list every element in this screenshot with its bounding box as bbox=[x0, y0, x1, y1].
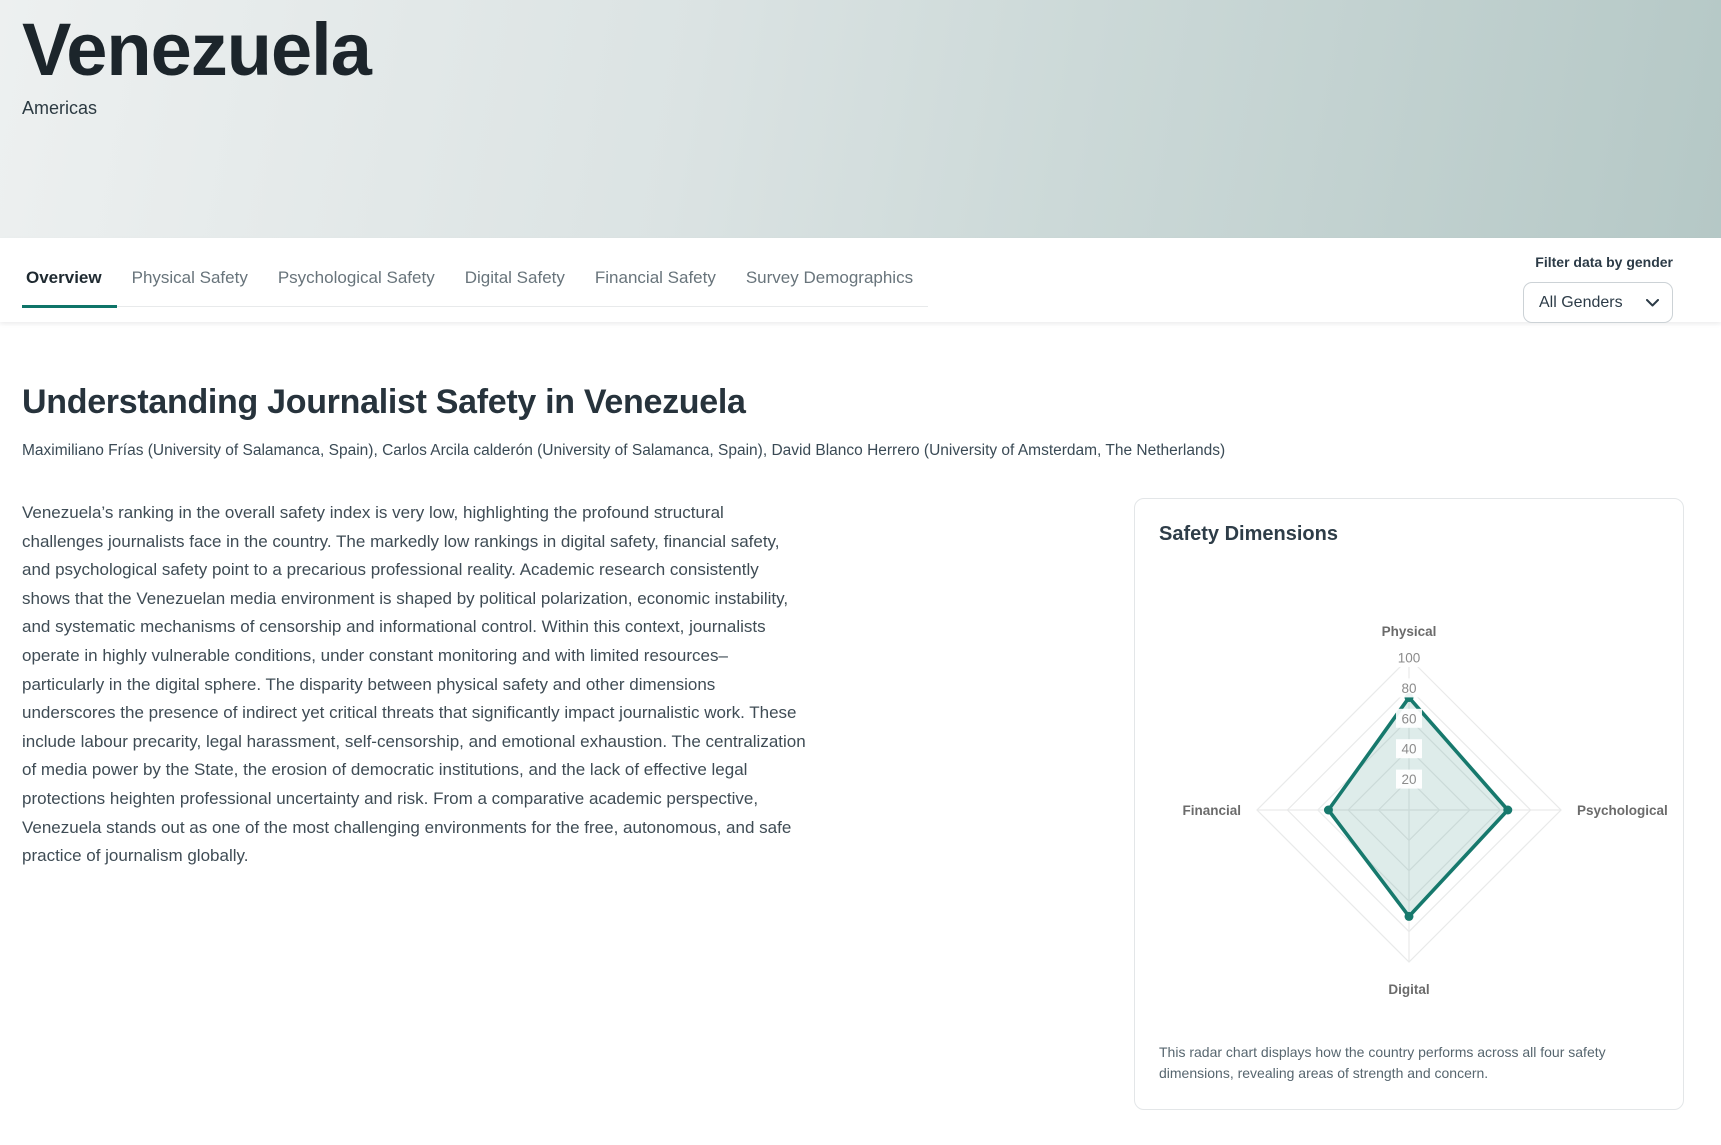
region-subtitle: Americas bbox=[22, 97, 98, 118]
safety-dimensions-card bbox=[1134, 498, 1684, 1110]
radar-tick-label: 60 bbox=[1401, 711, 1417, 727]
tab-psychological-safety[interactable]: Psychological Safety bbox=[277, 268, 435, 287]
content-columns bbox=[22, 482, 1684, 1110]
radar-data-point bbox=[1503, 806, 1512, 815]
tab-physical-safety[interactable]: Physical Safety bbox=[131, 268, 248, 287]
chart-card-title: Safety Dimensions bbox=[1159, 523, 1338, 545]
radar-tick-label: 20 bbox=[1401, 772, 1417, 788]
radar-tick-label: 80 bbox=[1401, 680, 1417, 696]
radar-axis-label-financial: Financial bbox=[1182, 803, 1241, 818]
gender-select[interactable] bbox=[1523, 282, 1673, 323]
radar-data-point bbox=[1324, 806, 1333, 815]
radar-data-point bbox=[1405, 912, 1414, 921]
radar-axis-label-digital: Digital bbox=[1388, 982, 1430, 997]
radar-tick-label: 100 bbox=[1397, 650, 1421, 666]
tab-digital-safety[interactable]: Digital Safety bbox=[464, 268, 565, 287]
authors-line: Maximiliano Frías (University of Salamanca, Spain), Carlos Arcila calderón (University of Salamanca, Spain), David Blanco Herrero (University of Amsterdam, The Netherlands) bbox=[22, 442, 1226, 459]
article-heading: Understanding Journalist Safety in Venezuela bbox=[22, 383, 746, 421]
radar-axis-label-physical: Physical bbox=[1381, 624, 1437, 639]
radar-tick-label: 40 bbox=[1401, 741, 1417, 757]
gender-select-wrap bbox=[1523, 282, 1673, 323]
chart-caption: This radar chart displays how the country performs across all four safety dimensions, revealing areas of strength and concern. bbox=[1159, 1043, 1606, 1082]
section-tab-bar bbox=[0, 238, 1721, 322]
safety-radar-chart[interactable] bbox=[1159, 560, 1668, 1022]
tab-survey-demographics[interactable]: Survey Demographics bbox=[745, 268, 914, 287]
tabs-container bbox=[22, 254, 928, 307]
country-hero-header bbox=[0, 0, 1721, 238]
overview-paragraph: Venezuela’s ranking in the overall safety index is very low, highlighting the profound structural challenges journalists face in the country. The markedly low rankings in digital safety, financial safety, and psychological safety point to a precarious professional reality. Academic research consistently shows that the Venezuelan media environment is shaped by political polarization, economic instability, and systematic mechanisms of censorship and informational control. Within this context, journalists operate in highly vulnerable conditions, under constant monitoring and with limited resources–particularly in the digital sphere. The disparity between physical safety and other dimensions underscores the presence of indirect yet critical threats that significantly impact journalistic work. These include labour precarity, legal harassment, self-censorship, and emotional exhaustion. The centralization of media power by the State, the erosion of democratic institutions, and the lack of effective legal protections heighten professional uncertainty and risk. From a comparative academic perspective, Venezuela stands out as one of the most challenging environments for the free, autonomous, and safe practice of journalism globally. bbox=[22, 503, 806, 866]
gender-filter-label: Filter data by gender bbox=[1535, 254, 1673, 270]
tab-overview[interactable]: Overview bbox=[22, 254, 117, 308]
tab-financial-safety[interactable]: Financial Safety bbox=[594, 268, 716, 287]
radar-axis-label-psychological: Psychological bbox=[1577, 803, 1668, 818]
page-title: Venezuela bbox=[22, 8, 371, 91]
main-content bbox=[0, 383, 1721, 1110]
gender-filter-group bbox=[1523, 254, 1673, 323]
